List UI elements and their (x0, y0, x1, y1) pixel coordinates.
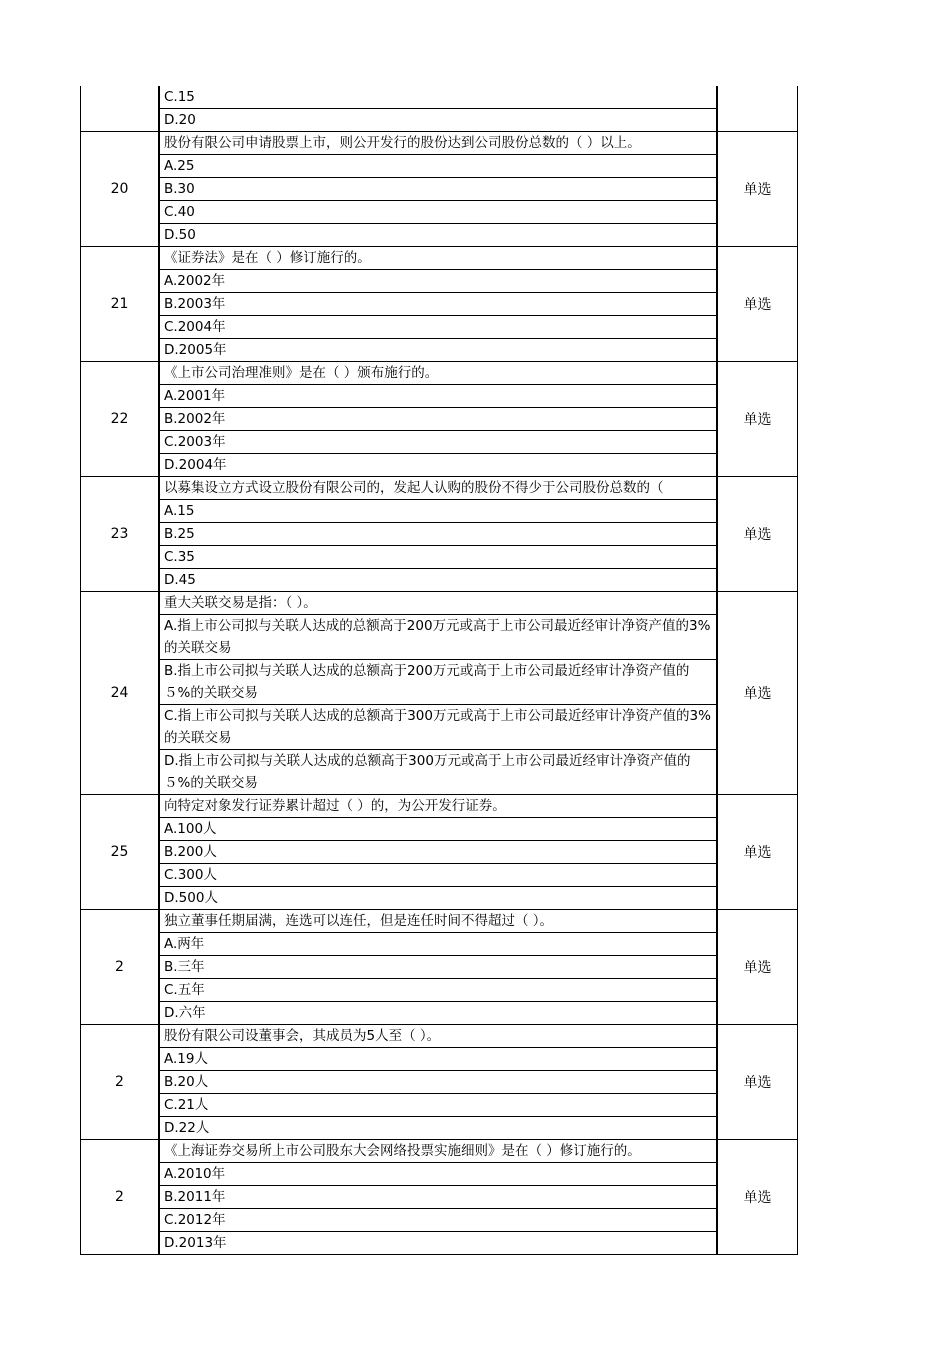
option-row: D.2005年 (160, 338, 716, 361)
question-block (80, 1025, 798, 1140)
option-row: C.35 (160, 545, 716, 569)
question-number: 21 (81, 247, 160, 361)
question-type: 单选 (743, 960, 772, 976)
option-row: B.30 (160, 177, 716, 201)
option-row: C.2004年 (160, 315, 716, 339)
question-block (80, 1140, 798, 1255)
question-options (160, 1025, 718, 1139)
option-row: D.22人 (160, 1116, 716, 1139)
question-type (718, 86, 797, 131)
question-type: 单选 (743, 1190, 772, 1206)
question-text: 《证券法》是在（ ）修订施行的。 (160, 247, 716, 270)
question-sheet (80, 86, 798, 1255)
question-number (81, 86, 160, 131)
question-number: 24 (81, 592, 160, 794)
option-row: B.200人 (160, 840, 716, 864)
question-options (160, 362, 718, 476)
question-options (160, 795, 718, 909)
question-type: 单选 (743, 412, 772, 428)
question-number: 2 (81, 1140, 160, 1254)
option-row: B.2002年 (160, 407, 716, 431)
option-row: D.2013年 (160, 1231, 716, 1254)
option-row: B.25 (160, 522, 716, 546)
option-row: B.2011年 (160, 1185, 716, 1209)
question-type: 单选 (743, 845, 772, 861)
option-row: A.25 (160, 154, 716, 178)
option-row: B.指上市公司拟与关联人达成的总额高于200万元或高于上市公司最近经审计净资产值的５%的关联交易 (160, 659, 716, 705)
option-row: B.三年 (160, 955, 716, 979)
option-row: B.2003年 (160, 292, 716, 316)
question-text: 《上市公司治理准则》是在（ ）颁布施行的。 (160, 362, 716, 385)
option-row: D.六年 (160, 1001, 716, 1024)
option-row: D.50 (160, 223, 716, 246)
question-type: 单选 (743, 527, 772, 543)
option-row: A.2002年 (160, 269, 716, 293)
question-options (160, 592, 718, 794)
question-options (160, 910, 718, 1024)
option-row: A.指上市公司拟与关联人达成的总额高于200万元或高于上市公司最近经审计净资产值的3%的关联交易 (160, 614, 716, 660)
question-block (80, 362, 798, 477)
option-row: C.40 (160, 200, 716, 224)
question-text: 《上海证券交易所上市公司股东大会网络投票实施细则》是在（ ）修订施行的。 (160, 1140, 716, 1163)
option-row: C.2003年 (160, 430, 716, 454)
option-row: D.2004年 (160, 453, 716, 476)
question-block (80, 86, 798, 132)
question-text: 股份有限公司设董事会，其成员为5人至（ ）。 (160, 1025, 716, 1048)
option-row: C.五年 (160, 978, 716, 1002)
option-row: C.指上市公司拟与关联人达成的总额高于300万元或高于上市公司最近经审计净资产值的3%的关联交易 (160, 704, 716, 750)
option-row: A.100人 (160, 817, 716, 841)
question-type: 单选 (743, 686, 772, 702)
question-options (160, 247, 718, 361)
question-number: 2 (81, 910, 160, 1024)
option-row: C.21人 (160, 1093, 716, 1117)
question-options (160, 477, 718, 591)
question-options (160, 132, 718, 246)
question-type: 单选 (743, 297, 772, 313)
option-row: D.45 (160, 568, 716, 591)
question-text: 向特定对象发行证券累计超过（ ）的，为公开发行证券。 (160, 795, 716, 818)
option-row: C.300人 (160, 863, 716, 887)
option-row: D.20 (160, 108, 716, 131)
question-text: 独立董事任期届满，连选可以连任，但是连任时间不得超过（ ）。 (160, 910, 716, 933)
option-row: C.15 (160, 86, 716, 109)
option-row: A.19人 (160, 1047, 716, 1071)
question-block (80, 247, 798, 362)
option-row: D.500人 (160, 886, 716, 909)
option-row: C.2012年 (160, 1208, 716, 1232)
question-options (160, 1140, 718, 1254)
question-block (80, 477, 798, 592)
option-row: A.15 (160, 499, 716, 523)
question-number: 22 (81, 362, 160, 476)
option-row: B.20人 (160, 1070, 716, 1094)
option-row: A.两年 (160, 932, 716, 956)
question-block (80, 592, 798, 795)
question-block (80, 132, 798, 247)
question-text: 股份有限公司申请股票上市，则公开发行的股份达到公司股份总数的（ ）以上。 (160, 132, 716, 155)
question-number: 2 (81, 1025, 160, 1139)
question-block (80, 910, 798, 1025)
question-type: 单选 (743, 1075, 772, 1091)
question-number: 23 (81, 477, 160, 591)
option-row: D.指上市公司拟与关联人达成的总额高于300万元或高于上市公司最近经审计净资产值的５%的关联交易 (160, 749, 716, 794)
question-text: 以募集设立方式设立股份有限公司的，发起人认购的股份不得少于公司股份总数的（ (160, 477, 716, 500)
option-row: A.2001年 (160, 384, 716, 408)
question-number: 20 (81, 132, 160, 246)
question-type: 单选 (743, 182, 772, 198)
question-block (80, 795, 798, 910)
question-number: 25 (81, 795, 160, 909)
option-row: A.2010年 (160, 1162, 716, 1186)
question-options (160, 86, 718, 131)
question-text: 重大关联交易是指：（ ）。 (160, 592, 716, 615)
